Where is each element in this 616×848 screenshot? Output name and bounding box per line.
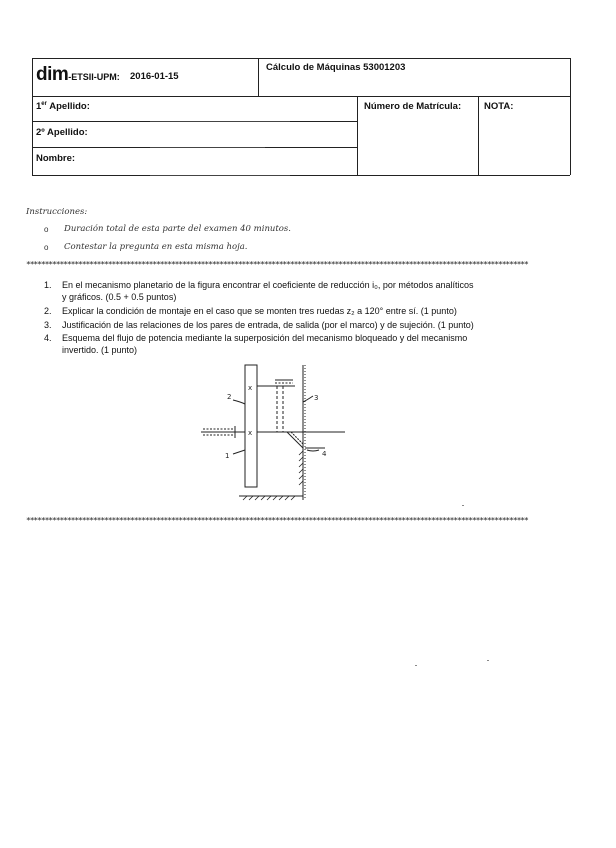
- second-surname-label: 2º Apellido:: [36, 127, 88, 138]
- grade-label: NOTA:: [484, 101, 514, 112]
- bullet-2: o: [44, 243, 49, 252]
- instruction-item-2: Contestar la pregunta en esta misma hoja.: [64, 242, 248, 252]
- scan-speck: [415, 665, 417, 666]
- instruction-item-1: Duración total de esta parte del examen 40 minutos.: [64, 224, 291, 234]
- label-gear-2: 2: [227, 393, 232, 401]
- name-label: Nombre:: [36, 153, 76, 164]
- label-gear-3: 3: [314, 394, 319, 402]
- leader-2: [233, 400, 245, 404]
- svg-text:x: x: [248, 429, 253, 437]
- first-surname-label: [36, 101, 90, 112]
- institution-text: -ETSII-UPM:: [68, 72, 120, 82]
- separator-bottom: ***************************************************************************************************************************************: [26, 516, 528, 525]
- question-4-number: 4.: [44, 333, 52, 343]
- bullet-1: o: [44, 225, 49, 234]
- question-4-line-1: Esquema del flujo de potencia mediante la superposición del mecanismo bloqueado y del mecanismo: [62, 333, 468, 343]
- instructions-heading: Instrucciones:: [26, 207, 88, 217]
- first-surname-field[interactable]: [150, 121, 290, 122]
- name-field[interactable]: [150, 175, 290, 176]
- planetary-mechanism-figure: [195, 360, 355, 505]
- separator-top: ***************************************************************************************************************************************: [26, 260, 528, 269]
- question-3-text: Justificación de las relaciones de los pares de entrada, de salida (por el marco) y de sujeción. (1 punto): [62, 320, 474, 330]
- svg-text:x: x: [248, 384, 253, 392]
- exam-date: 2016-01-15: [130, 71, 179, 82]
- first-surname-num: 1: [36, 101, 42, 113]
- first-surname-sup: er: [41, 101, 47, 107]
- dim-logo: [36, 64, 120, 86]
- question-4-line-2: invertido. (1 punto): [62, 345, 138, 355]
- first-surname-text: Apellido:: [49, 101, 90, 113]
- second-surname-field[interactable]: [150, 147, 265, 148]
- label-gear-4: 4: [322, 450, 327, 458]
- label-gear-1: 1: [225, 452, 230, 460]
- question-1-line-1: En el mecanismo planetario de la figura encontrar el coeficiente de reducción i₀, por métodos analíticos: [62, 280, 474, 290]
- scan-speck: [487, 660, 489, 661]
- question-1-number: 1.: [44, 280, 52, 290]
- scan-speck: [462, 505, 464, 506]
- logo-text: dim: [36, 64, 69, 85]
- question-3-number: 3.: [44, 320, 52, 330]
- question-1-line-2: y gráficos. (0.5 + 0.5 puntos): [62, 292, 177, 302]
- student-id-label: Número de Matrícula:: [364, 101, 462, 112]
- question-2-text: Explicar la condición de montaje en el caso que se monten tres ruedas z₂ a 120° entre sí. (1 punto): [62, 306, 457, 316]
- course-title: Cálculo de Máquinas 53001203: [266, 62, 406, 73]
- question-2-number: 2.: [44, 306, 52, 316]
